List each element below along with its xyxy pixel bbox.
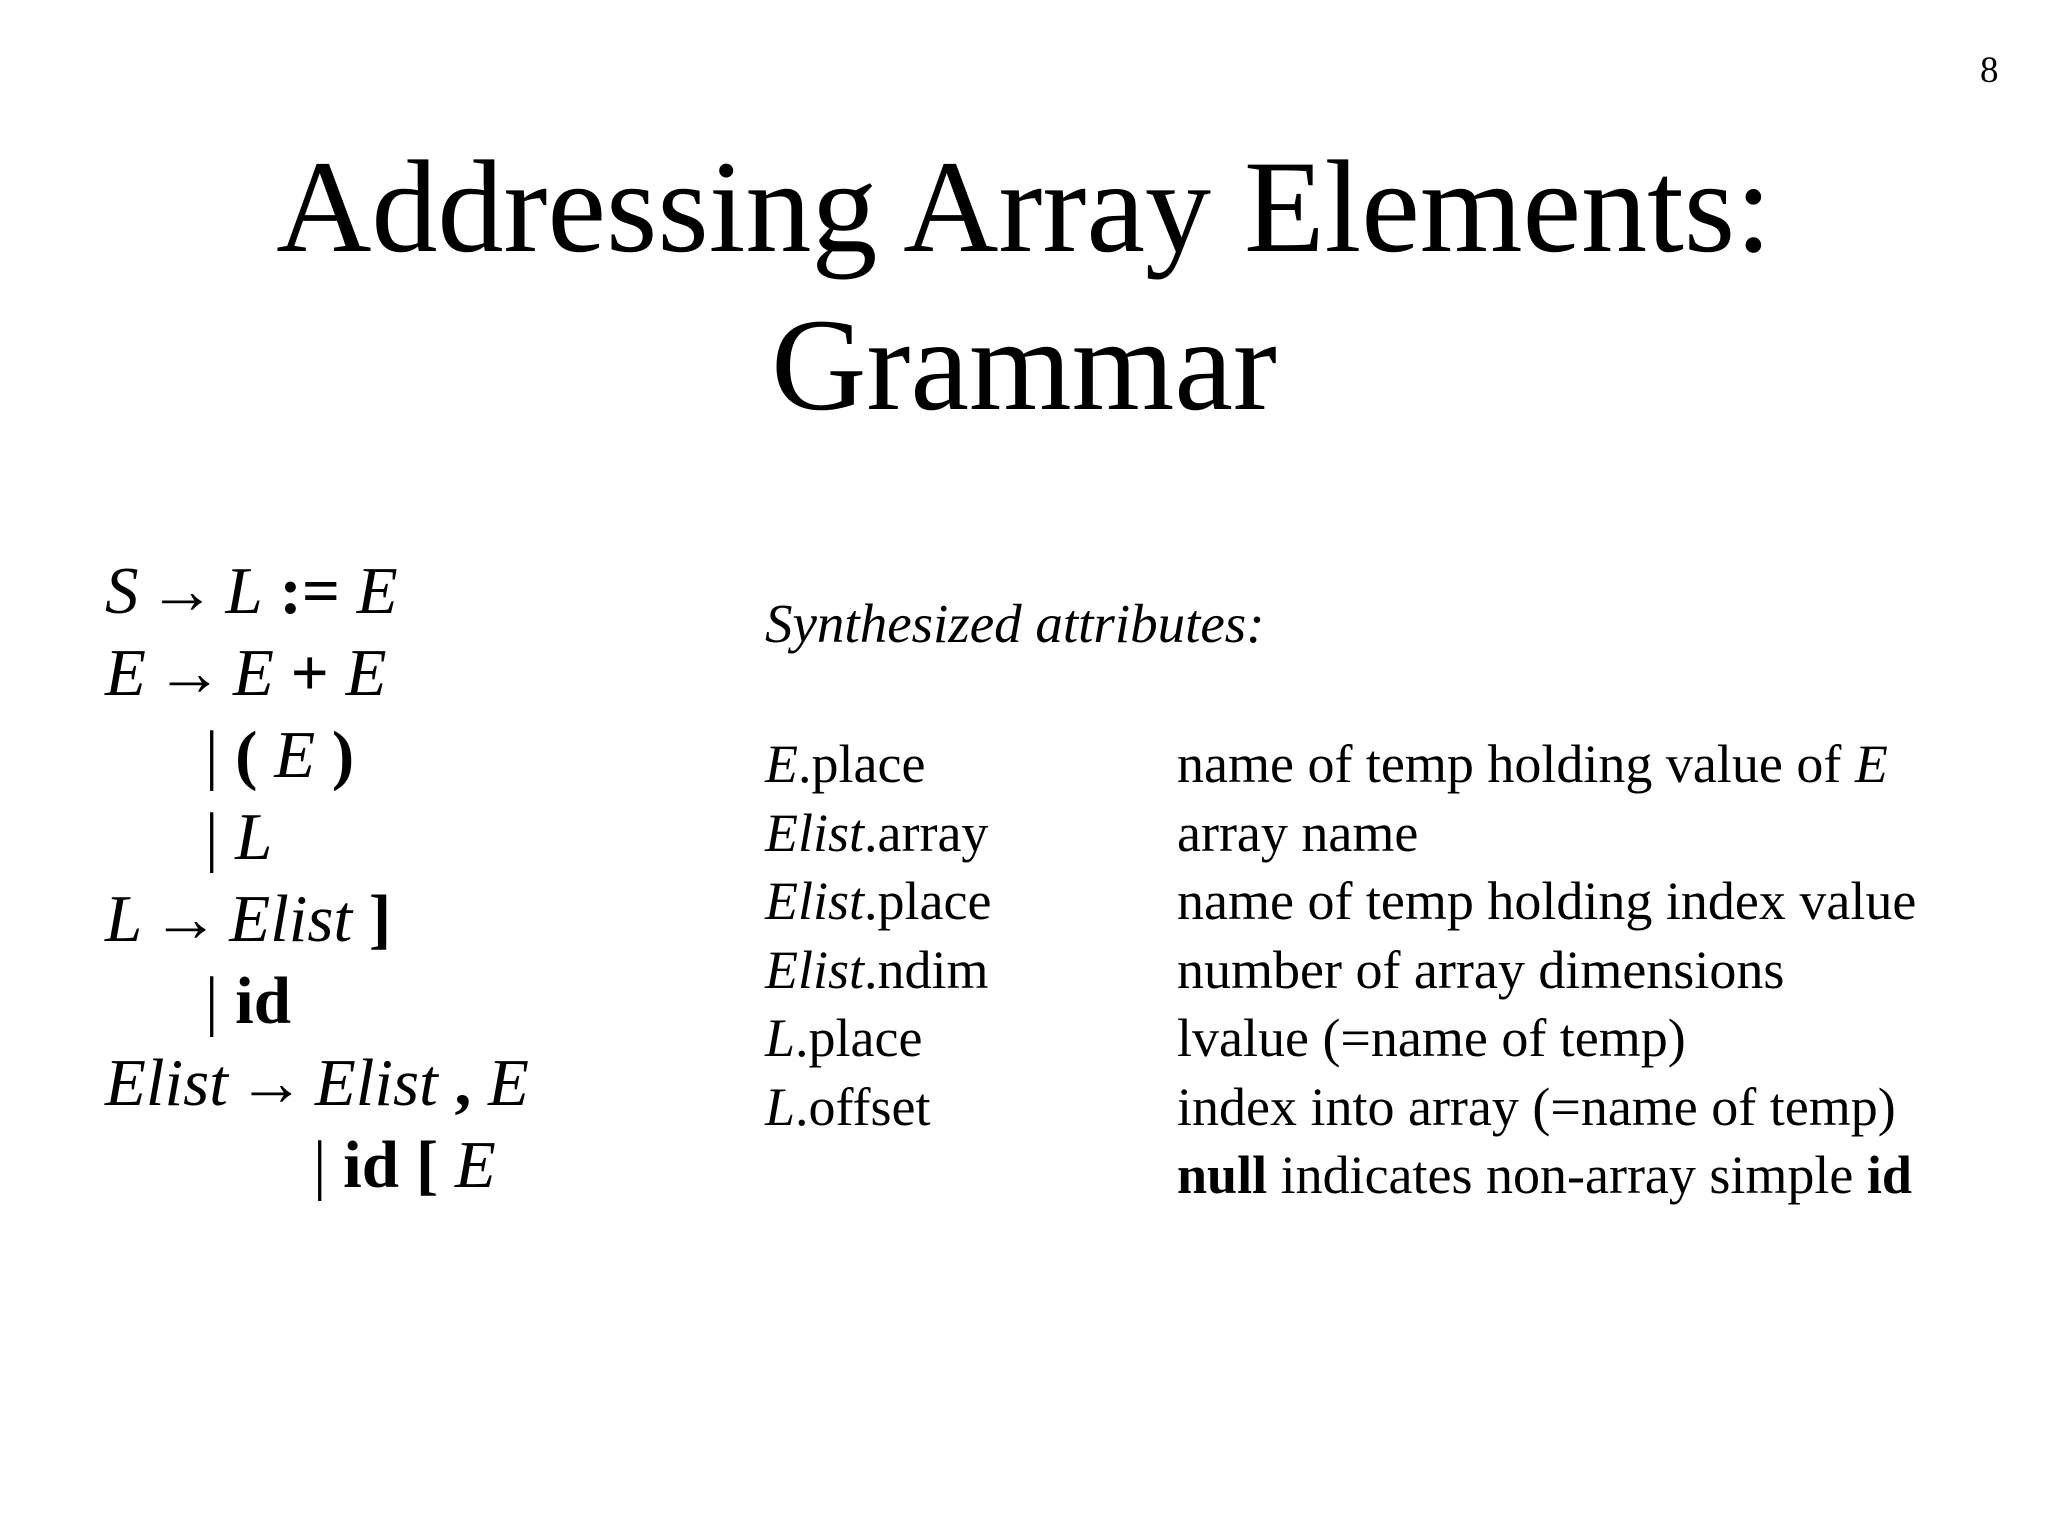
grammar-rule-e-alt-paren: | ( E ) (205, 718, 355, 792)
attributes-table (765, 730, 1916, 1210)
attribute-note: null indicates non-array simple id (1177, 1145, 1912, 1205)
attribute-note-row (765, 1141, 1916, 1210)
attribute-name: Elist.place (765, 871, 992, 931)
arrow-symbol: → (237, 1046, 305, 1120)
grammar-rule-e-alt-l: | L (205, 800, 273, 874)
grammar-rules (105, 550, 529, 1206)
grammar-rule-e: E → E + E (105, 636, 387, 710)
page-number: 8 (1980, 50, 1999, 91)
arrow-symbol: → (155, 636, 223, 710)
grammar-rule-l: L → Elist ] (105, 882, 392, 956)
attributes-heading: Synthesized attributes: (765, 593, 1265, 654)
attribute-row (765, 936, 1916, 1005)
attribute-description: name of temp holding value of E (1177, 734, 1888, 794)
arrow-symbol: → (152, 882, 220, 956)
attribute-name: E.place (765, 734, 926, 794)
attribute-description: lvalue (=name of temp) (1177, 1008, 1686, 1068)
attribute-row (765, 799, 1916, 868)
attribute-name: Elist.array (765, 802, 989, 863)
attribute-description: index into array (=name of temp) (1177, 1076, 1896, 1137)
slide-title (0, 128, 2048, 444)
attribute-name: L.place (765, 1008, 923, 1068)
grammar-rule-elist-alt-id: | id [ E (313, 1128, 496, 1202)
attribute-row (765, 867, 1916, 936)
grammar-rule-elist: Elist → Elist , E (105, 1046, 529, 1120)
grammar-rule-s: S → L := E (105, 554, 398, 628)
arrow-symbol: → (148, 554, 216, 628)
title-line-1: Addressing Array Elements: (276, 133, 1772, 280)
attribute-row (765, 730, 1916, 799)
attribute-name: Elist.ndim (765, 939, 989, 1000)
grammar-rule-l-alt-id: | id (205, 964, 292, 1038)
attribute-row (765, 1073, 1916, 1142)
title-line-2: Grammar (771, 291, 1277, 438)
attribute-row (765, 1004, 1916, 1073)
attribute-name: L.offset (765, 1076, 931, 1137)
attribute-description: name of temp holding index value (1177, 871, 1917, 931)
attribute-description: array name (1177, 802, 1419, 863)
attribute-description: number of array dimensions (1177, 939, 1785, 1000)
